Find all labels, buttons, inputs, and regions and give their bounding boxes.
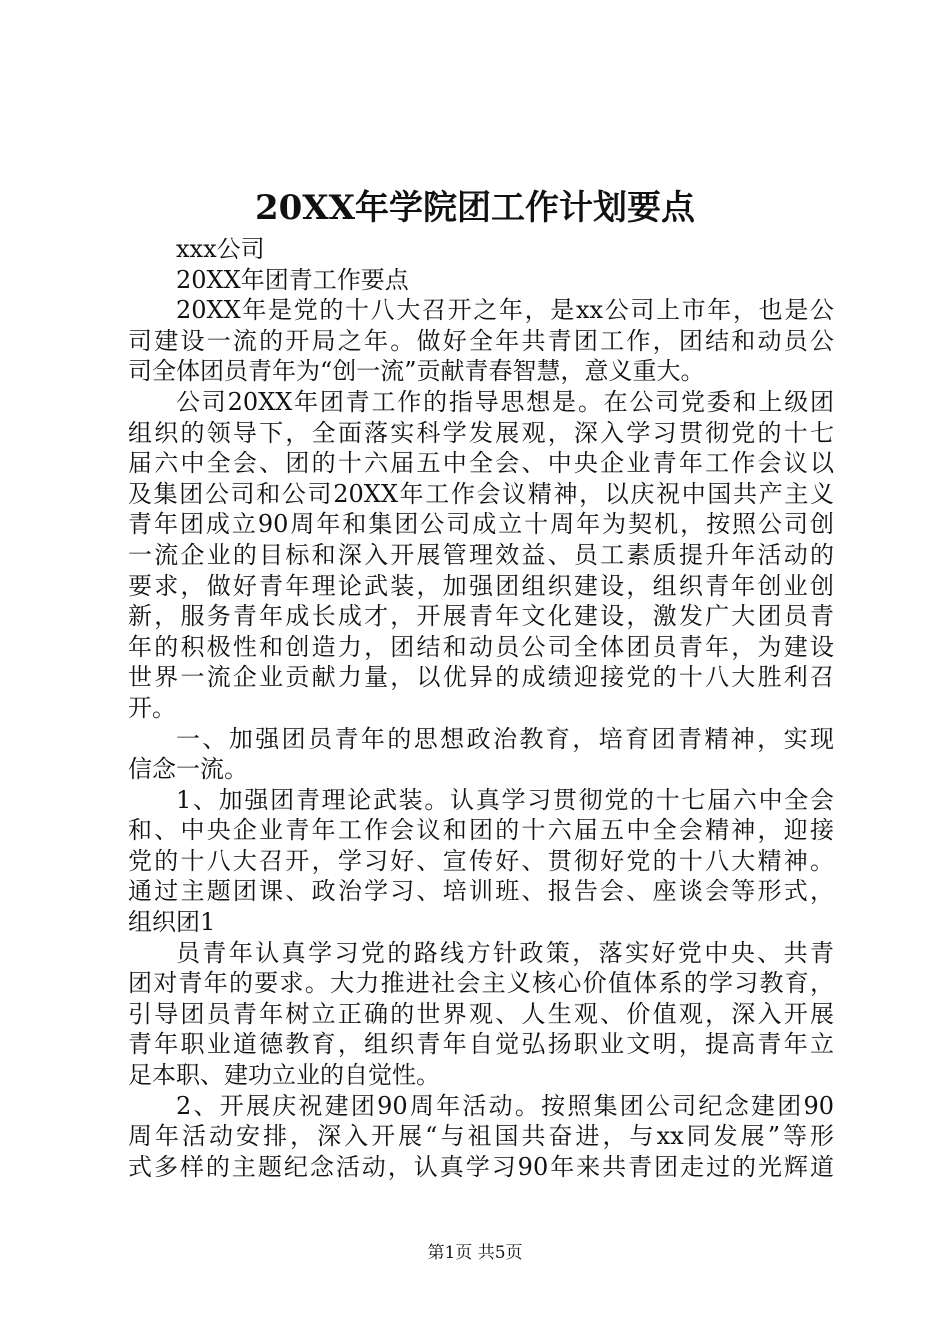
body-line: 年的积极性和创造力，团结和动员公司全体团员青年，为建设	[128, 632, 834, 661]
body-line: 开。	[128, 693, 176, 722]
body-line: 周年活动安排，深入开展“与祖国共奋进，与xx同发展”等形	[128, 1122, 834, 1151]
body-line: 式多样的主题纪念活动，认真学习90年来共青团走过的光辉道	[128, 1152, 834, 1181]
body-line: 20XX年是党的十八大召开之年，是xx公司上市年，也是公	[176, 296, 834, 325]
document-title: 20XX年学院团工作计划要点	[254, 188, 696, 228]
body-line: 2、开展庆祝建团90周年活动。按照集团公司纪念建团90	[176, 1091, 834, 1120]
body-line: 员青年认真学习党的路线方针政策，落实好党中央、共青	[176, 938, 834, 967]
body-line: 20XX年团青工作要点	[176, 265, 409, 294]
body-line: 届六中全会、团的十六届五中全会、中央企业青年工作会议以	[128, 449, 834, 478]
body-line: 党的十八大召开，学习好、宣传好、贯彻好党的十八大精神。	[128, 846, 834, 875]
body-line: 信念一流。	[128, 755, 248, 784]
body-line: 团对青年的要求。大力推进社会主义核心价值体系的学习教育，	[128, 969, 834, 998]
body-line: 足本职、建功立业的自觉性。	[128, 1061, 440, 1090]
body-line: 通过主题团课、政治学习、培训班、报告会、座谈会等形式，	[128, 877, 834, 906]
body-line: 司建设一流的开局之年。做好全年共青团工作，团结和动员公	[128, 326, 834, 355]
body-line: 组织的领导下，全面落实科学发展观，深入学习贯彻党的十七	[128, 418, 834, 447]
body-line: 引导团员青年树立正确的世界观、人生观、价值观，深入开展	[128, 999, 834, 1028]
body-line: 公司20XX年团青工作的指导思想是。在公司党委和上级团	[176, 387, 834, 416]
body-line: 青年职业道德教育，组织青年自觉弘扬职业文明，提高青年立	[128, 1030, 834, 1059]
body-line: 及集团公司和公司20XX年工作会议精神，以庆祝中国共产主义	[128, 479, 834, 508]
body-line: 组织团1	[128, 908, 216, 937]
body-line: 新，服务青年成长成才，开展青年文化建设，激发广大团员青	[128, 602, 834, 631]
body-line: xxx公司	[176, 235, 265, 263]
body-line: 和、中央企业青年工作会议和团的十六届五中全会精神，迎接	[128, 816, 834, 845]
body-line: 司全体团员青年为“创一流”贡献青春智慧，意义重大。	[128, 357, 705, 386]
body-line: 要求，做好青年理论武装，加强团组织建设，组织青年创业创	[128, 571, 834, 600]
body-line: 一流企业的目标和深入开展管理效益、员工素质提升年活动的	[128, 540, 834, 569]
body-line: 世界一流企业贡献力量，以优异的成绩迎接党的十八大胜利召	[128, 663, 834, 692]
body-line: 一、加强团员青年的思想政治教育，培育团青精神，实现	[176, 724, 834, 753]
body-line: 1、加强团青理论武装。认真学习贯彻党的十七届六中全会	[176, 785, 834, 814]
page-footer: 第1页 共5页	[427, 1243, 523, 1263]
document-body	[128, 234, 834, 1182]
body-line: 青年团成立90周年和集团公司成立十周年为契机，按照公司创	[128, 510, 834, 539]
